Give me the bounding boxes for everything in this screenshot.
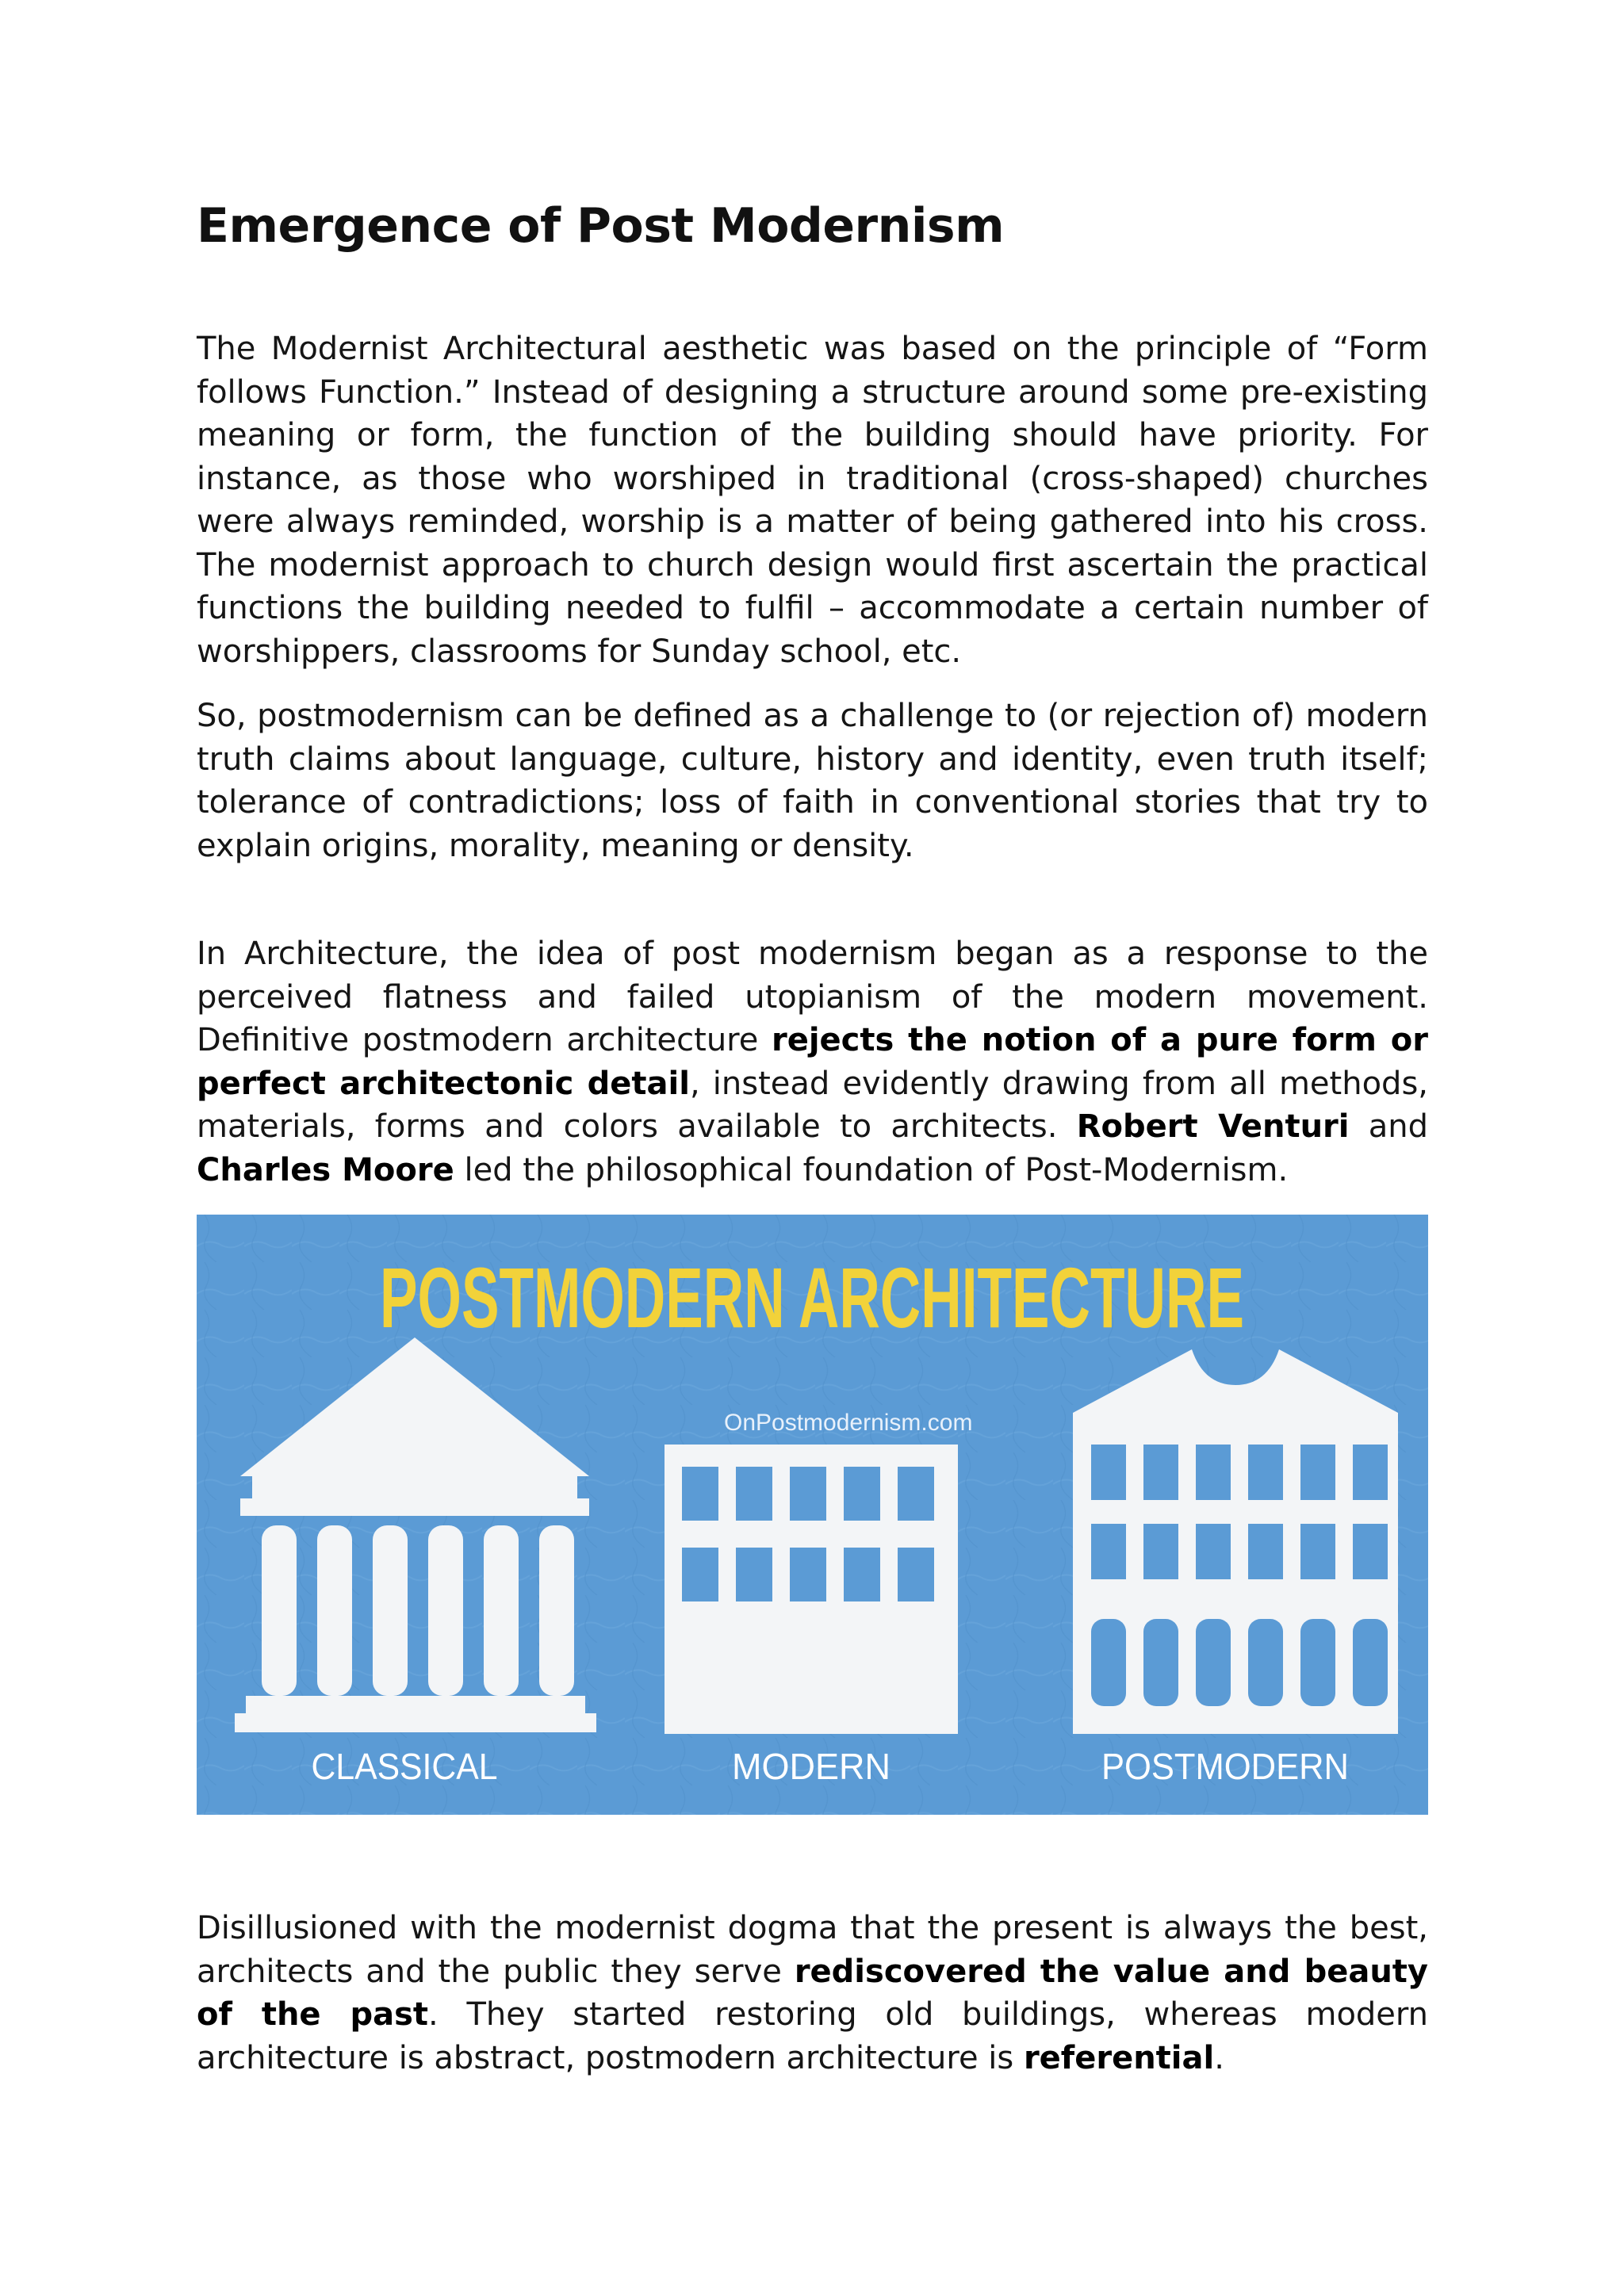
paragraph-architecture-response (197, 932, 1428, 1192)
figure-watermark: OnPostmodernism.com (724, 1410, 973, 1436)
paragraph-rediscovered-past (197, 1907, 1428, 2080)
p4-text-3: . (1214, 2039, 1224, 2076)
p3-bold-moore: Charles Moore (197, 1151, 454, 1188)
p4-text-1: Disillusioned with the modernist dogma that the present is always the best, architects and the public they serve (197, 1910, 1428, 1990)
p3-text-4: led the philosophical foundation of Post-Modernism. (454, 1151, 1289, 1188)
figure-illustration (197, 1215, 1428, 1815)
figure-title: POSTMODERN ARCHITECTURE (380, 1249, 1244, 1345)
page-title: Emergence of Post Modernism (197, 198, 1005, 254)
postmodern-building-icon (1073, 1349, 1398, 1734)
label-modern: MODERN (732, 1746, 891, 1787)
p4-text-2: . They started restoring old buildings, whereas modern architecture is abstract, postmodern architecture is (197, 1996, 1429, 2076)
p3-bold-rejects: rejects the notion of a pure form or perfect architectonic detail (197, 1022, 1428, 1102)
postmodern-architecture-figure (197, 1215, 1428, 1815)
paragraph-postmodernism-definition: So, postmodernism can be defined as a challenge to (or rejection of) modern truth claims about language, culture, history and identity, even truth itself; tolerance of contradictions; loss of faith in conventional stories that try to explain origins, morality, meaning or density. (197, 698, 1428, 864)
p3-text-3: and (1349, 1108, 1429, 1145)
p3-text-1: In Architecture, the idea of post modernism began as a response to the perceived flatness and failed utopianism of the modern movement. Definitive postmodern architecture (197, 936, 1428, 1058)
modern-building-icon (665, 1445, 958, 1734)
paragraph-form-follows-function: The Modernist Architectural aesthetic was based on the principle of “Form follows Function.” Instead of designing a structure around some pre-existing meaning or form, the function of the building should have priority. For instance, as those who worshiped in traditional (cross-shaped) churches were always reminded, worship is a matter of being gathered into his cross. The modernist approach to church design would first ascertain the practical functions the building needed to fulfil – accommodate a certain number of worshippers, classrooms for Sunday school, etc. (197, 331, 1428, 670)
p3-bold-venturi: Robert Venturi (1076, 1108, 1350, 1145)
p4-bold-referential: referential (1023, 2039, 1215, 2076)
p4-bold-rediscovered: rediscovered the value and beauty of the past (197, 1953, 1428, 2033)
label-classical: CLASSICAL (311, 1746, 498, 1787)
label-postmodern: POSTMODERN (1101, 1746, 1349, 1787)
p3-text-2: , instead evidently drawing from all methods, materials, forms and colors available to architects. (197, 1065, 1428, 1145)
